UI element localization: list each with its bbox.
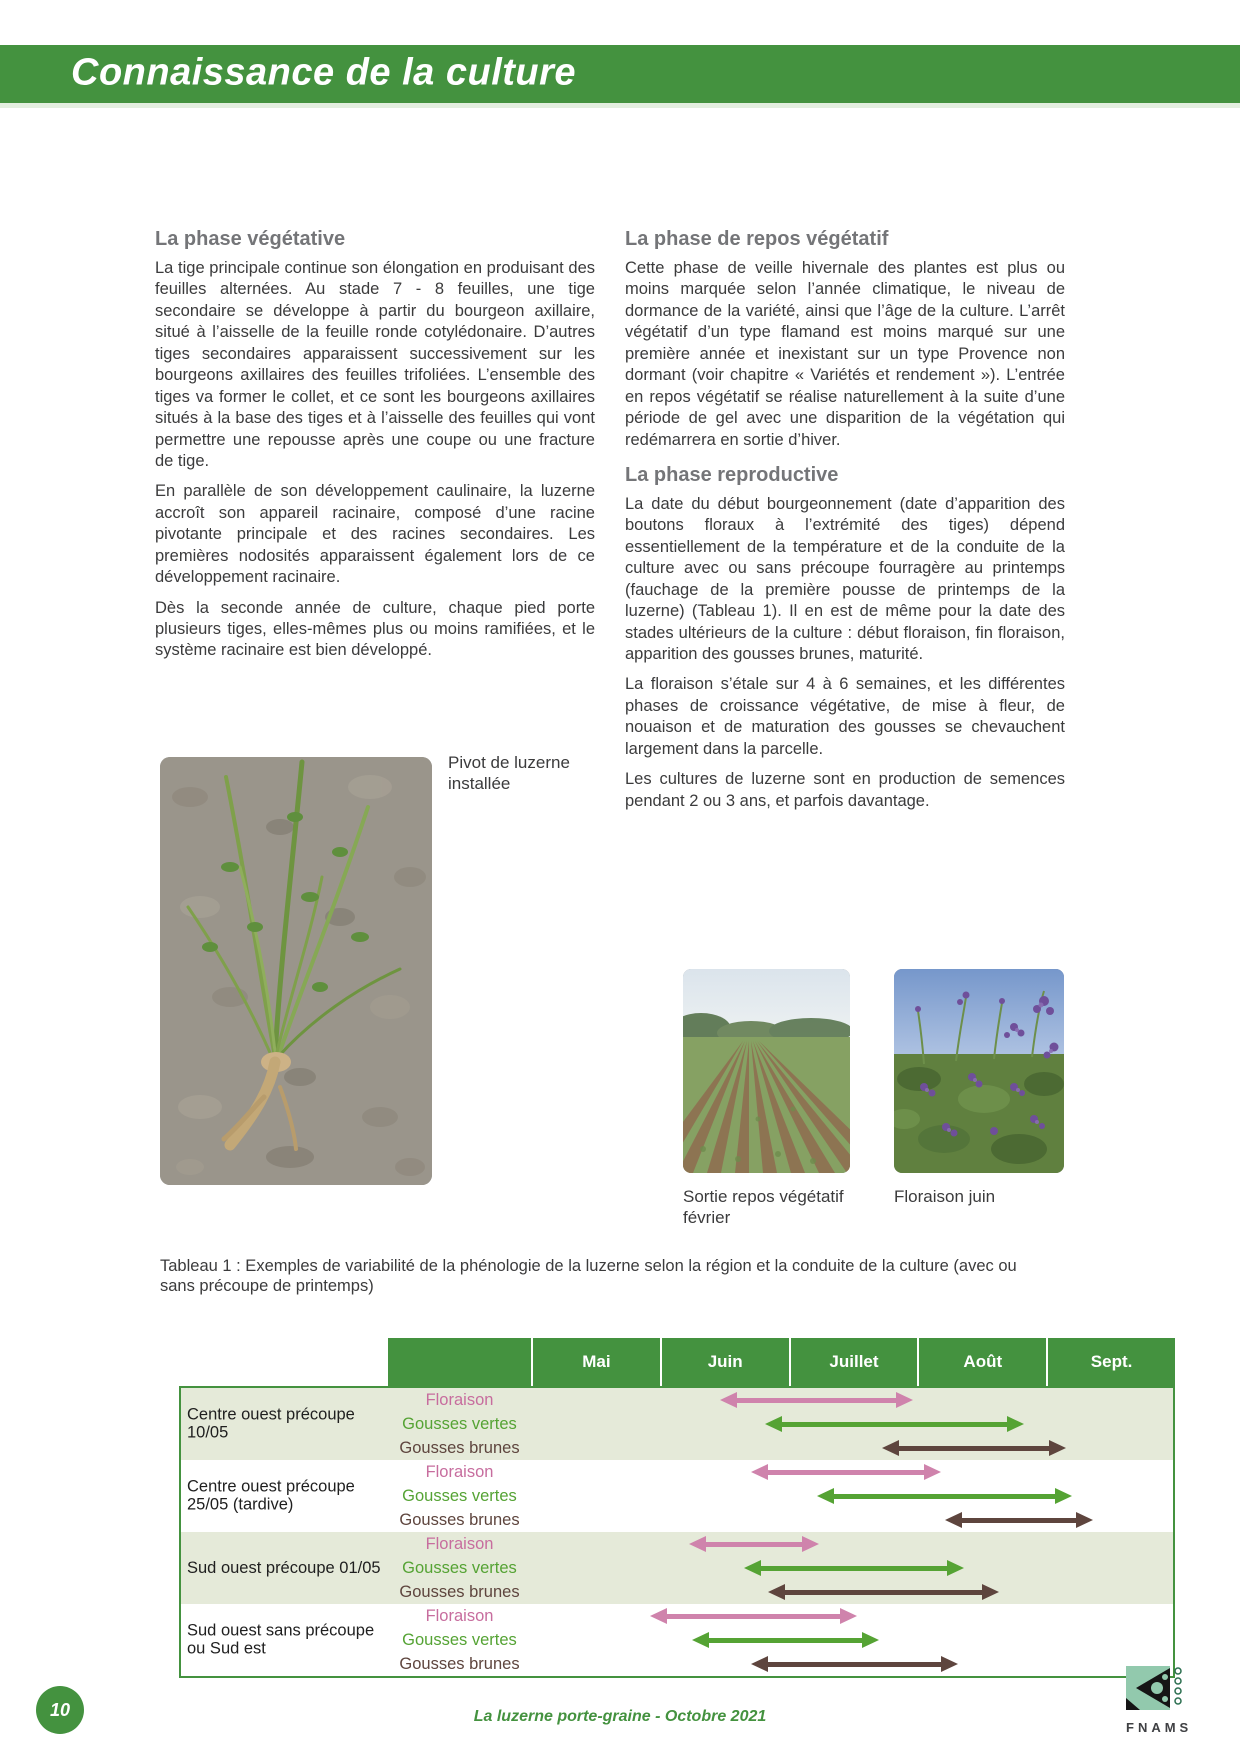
paragraph: Dès la seconde année de culture, chaque pied porte plusieurs tiges, elles-mêmes plus ou moins ramifiées, et le système racinaire est bien développé.	[155, 598, 595, 660]
paragraph: En parallèle de son développement caulinaire, la luzerne accroît son appareil racinaire, composé d’une racine pivotante principale et des racines secondaires. Les premières nodosités apparaissent également lors de ce développement racinaire.	[155, 482, 595, 587]
arrow-head-right	[1049, 1440, 1066, 1456]
row-label: Centre ouest précoupe 25/05 (tardive)	[187, 1477, 355, 1514]
stage-line	[386, 1580, 1173, 1604]
stage-line	[386, 1556, 1173, 1580]
arrow-head-left	[765, 1416, 782, 1432]
arrow-head-right	[1076, 1512, 1093, 1528]
table-row	[181, 1532, 1173, 1604]
stage-label: Floraison	[425, 1535, 494, 1553]
arrow-head-left	[689, 1536, 706, 1552]
table-row	[181, 1388, 1173, 1460]
stage-line	[386, 1460, 1173, 1484]
flowers-photo-illustration	[894, 969, 1064, 1173]
page-banner	[0, 45, 1240, 108]
section-heading-vegetative: La phase végétative	[155, 228, 346, 250]
table-caption: Tableau 1 : Exemples de variabilité de la phénologie de la luzerne selon la région et la conduite de la culture (avec ou sans précoupe de printemps)	[160, 1257, 1017, 1296]
stage-timeline	[533, 1532, 1169, 1556]
stage-label: Gousses vertes	[402, 1559, 517, 1577]
row-label: Sud ouest précoupe 01/05	[187, 1558, 381, 1577]
fnams-logo-block	[1126, 1666, 1198, 1735]
row-stages	[386, 1460, 1173, 1532]
arrow-head-left	[751, 1656, 768, 1672]
arrow-head-right	[1007, 1416, 1024, 1432]
arrow-shaft	[776, 1422, 1013, 1427]
photo-flowering-june	[894, 969, 1064, 1173]
arrow-head-right	[802, 1536, 819, 1552]
arrow-head-right	[941, 1656, 958, 1672]
row-label: Sud ouest sans précoupe ou Sud est	[187, 1621, 375, 1658]
fnams-logo-icon	[1126, 1666, 1188, 1712]
stage-line	[386, 1652, 1173, 1676]
month-header-mai: Mai	[531, 1338, 660, 1386]
arrow-shaft	[893, 1446, 1055, 1451]
arrow-head-left	[945, 1512, 962, 1528]
header-spacer	[388, 1338, 531, 1386]
paragraph: La floraison s’étale sur 4 à 6 semaines, et les différentes phases de croissance végétative, de mise à fleur, de nouaison et de maturation des gousses se chevauchent largement dans la parcelle.	[625, 675, 1065, 758]
arrow-head-left	[650, 1608, 667, 1624]
stage-line	[386, 1628, 1173, 1652]
page-number: 10	[49, 1699, 71, 1720]
stage-label: Gousses vertes	[402, 1415, 517, 1433]
stage-timeline	[533, 1436, 1169, 1460]
month-cells	[531, 1338, 1175, 1386]
left-column	[155, 228, 595, 671]
row-stages	[386, 1388, 1173, 1460]
stage-timeline	[533, 1604, 1169, 1628]
month-header-août: Août	[917, 1338, 1046, 1386]
stage-line	[386, 1508, 1173, 1532]
month-header-juillet: Juillet	[789, 1338, 918, 1386]
arrow-head-right	[840, 1608, 857, 1624]
section-heading-repos: La phase de repos végétatif	[625, 228, 889, 250]
stage-label: Gousses brunes	[399, 1655, 520, 1673]
repos-paragraphs	[625, 258, 1065, 451]
table-row	[181, 1604, 1173, 1676]
stage-line	[386, 1532, 1173, 1556]
arrow-shaft	[661, 1614, 846, 1619]
month-header-sept: Sept.	[1046, 1338, 1175, 1386]
month-header-juin: Juin	[660, 1338, 789, 1386]
caption-field: Sortie repos végétatif février	[683, 1187, 844, 1228]
arrow-head-left	[692, 1632, 709, 1648]
arrow-head-right	[1055, 1488, 1072, 1504]
stage-label: Floraison	[425, 1463, 494, 1481]
field-photo-illustration	[683, 969, 850, 1173]
stage-label: Gousses vertes	[402, 1487, 517, 1505]
arrow-head-left	[751, 1464, 768, 1480]
stage-line	[386, 1412, 1173, 1436]
arrow-shaft	[779, 1590, 987, 1595]
photo-field-february	[683, 969, 850, 1173]
arrow-head-left	[744, 1560, 761, 1576]
page-title: Connaissance de la culture	[71, 51, 577, 94]
arrow-head-left	[882, 1440, 899, 1456]
arrow-head-left	[720, 1392, 737, 1408]
arrow-shaft	[762, 1470, 931, 1475]
arrow-head-left	[817, 1488, 834, 1504]
caption-flowers: Floraison juin	[894, 1187, 996, 1206]
paragraph: Les cultures de luzerne sont en production de semences pendant 2 ou 3 ans, et parfois davantage.	[625, 770, 1065, 810]
arrow-head-right	[982, 1584, 999, 1600]
fnams-logo-text: FNAMS	[1126, 1720, 1193, 1735]
stage-label: Gousses brunes	[399, 1511, 520, 1529]
photo-alfalfa-taproot	[160, 757, 432, 1185]
stage-timeline	[533, 1628, 1169, 1652]
paragraph: La date du début bourgeonnement (date d’apparition des boutons floraux à l’extrémité des tiges) dépend essentiellement de la température et de la conduite de la culture avec ou sans précoupe fourragère au printemps (fauchage de la première pousse de printemps de la luzerne) (Tableau 1). Il en est de même pour la date des stades ultérieurs de la culture : début floraison, fin floraison, apparition des gousses brunes, maturité.	[625, 494, 1065, 663]
arrow-head-right	[924, 1464, 941, 1480]
stage-timeline	[533, 1388, 1169, 1412]
reproductive-paragraphs	[625, 494, 1065, 812]
arrow-shaft	[700, 1542, 808, 1547]
stage-timeline	[533, 1652, 1169, 1676]
stage-timeline	[533, 1460, 1169, 1484]
row-label: Centre ouest précoupe 10/05	[187, 1405, 355, 1442]
vegetative-paragraphs	[155, 258, 595, 662]
arrow-shaft	[703, 1638, 868, 1643]
row-stages	[386, 1532, 1173, 1604]
stage-line	[386, 1436, 1173, 1460]
stage-timeline	[533, 1508, 1169, 1532]
arrow-shaft	[828, 1494, 1062, 1499]
arrow-head-right	[862, 1632, 879, 1648]
arrow-head-right	[896, 1392, 913, 1408]
stage-label: Gousses brunes	[399, 1583, 520, 1601]
arrow-shaft	[762, 1662, 947, 1667]
stage-label: Floraison	[425, 1391, 494, 1409]
stage-label: Gousses brunes	[399, 1439, 520, 1457]
stage-label: Gousses vertes	[402, 1631, 517, 1649]
stage-timeline	[533, 1484, 1169, 1508]
arrow-shaft	[956, 1518, 1082, 1523]
taproot-photo-illustration	[160, 757, 432, 1185]
stage-timeline	[533, 1556, 1169, 1580]
table-body	[179, 1386, 1175, 1678]
paragraph: Cette phase de veille hivernale des plantes est plus ou moins marquée selon l’année climatique, le niveau de dormance de la variété, ainsi que l’âge de la culture. L’arrêt végétatif d’un type flamand est moins marqué sur une première année et inexistant sur un type Provence non dormant (voir chapitre « Variétés et rendement »). L’entrée en repos végétatif se réalise naturellement à la suite d’une période de gel avec une disparition de la végétation qui redémarrera en sortie d’hiver.	[625, 259, 1065, 449]
stage-timeline	[533, 1412, 1169, 1436]
arrow-shaft	[755, 1566, 953, 1571]
table-row	[181, 1460, 1173, 1532]
caption-taproot: Pivot de luzerne installée	[448, 753, 570, 794]
stage-line	[386, 1388, 1173, 1412]
arrow-head-right	[947, 1560, 964, 1576]
arrow-shaft	[731, 1398, 902, 1403]
section-heading-reproductive: La phase reproductive	[625, 463, 839, 486]
phenology-table	[179, 1338, 1175, 1678]
stage-timeline	[533, 1580, 1169, 1604]
stage-label: Floraison	[425, 1607, 494, 1625]
right-column	[625, 228, 1065, 821]
stage-line	[386, 1604, 1173, 1628]
footer-journal-title: La luzerne porte-graine - Octobre 2021	[473, 1708, 767, 1725]
stage-line	[386, 1484, 1173, 1508]
paragraph: La tige principale continue son élongation en produisant des feuilles alternées. Au stade 7 - 8 feuilles, une tige secondaire se développe à partir du bourgeon axillaire, situé à l’aisselle de la feuille ronde cotylédonaire. D’autres tiges secondaires apparaissent successivement sur les bourgeons axillaires des feuilles trifoliées. L’ensemble des tiges va former le collet, et ce sont les bourgeons axillaires situés à la base des tiges et à l’aisselle des feuilles qui vont permettre une repousse après une coupe ou une fracture de tige.	[155, 259, 595, 470]
row-stages	[386, 1604, 1173, 1676]
arrow-head-left	[768, 1584, 785, 1600]
table-month-header	[388, 1338, 1175, 1386]
